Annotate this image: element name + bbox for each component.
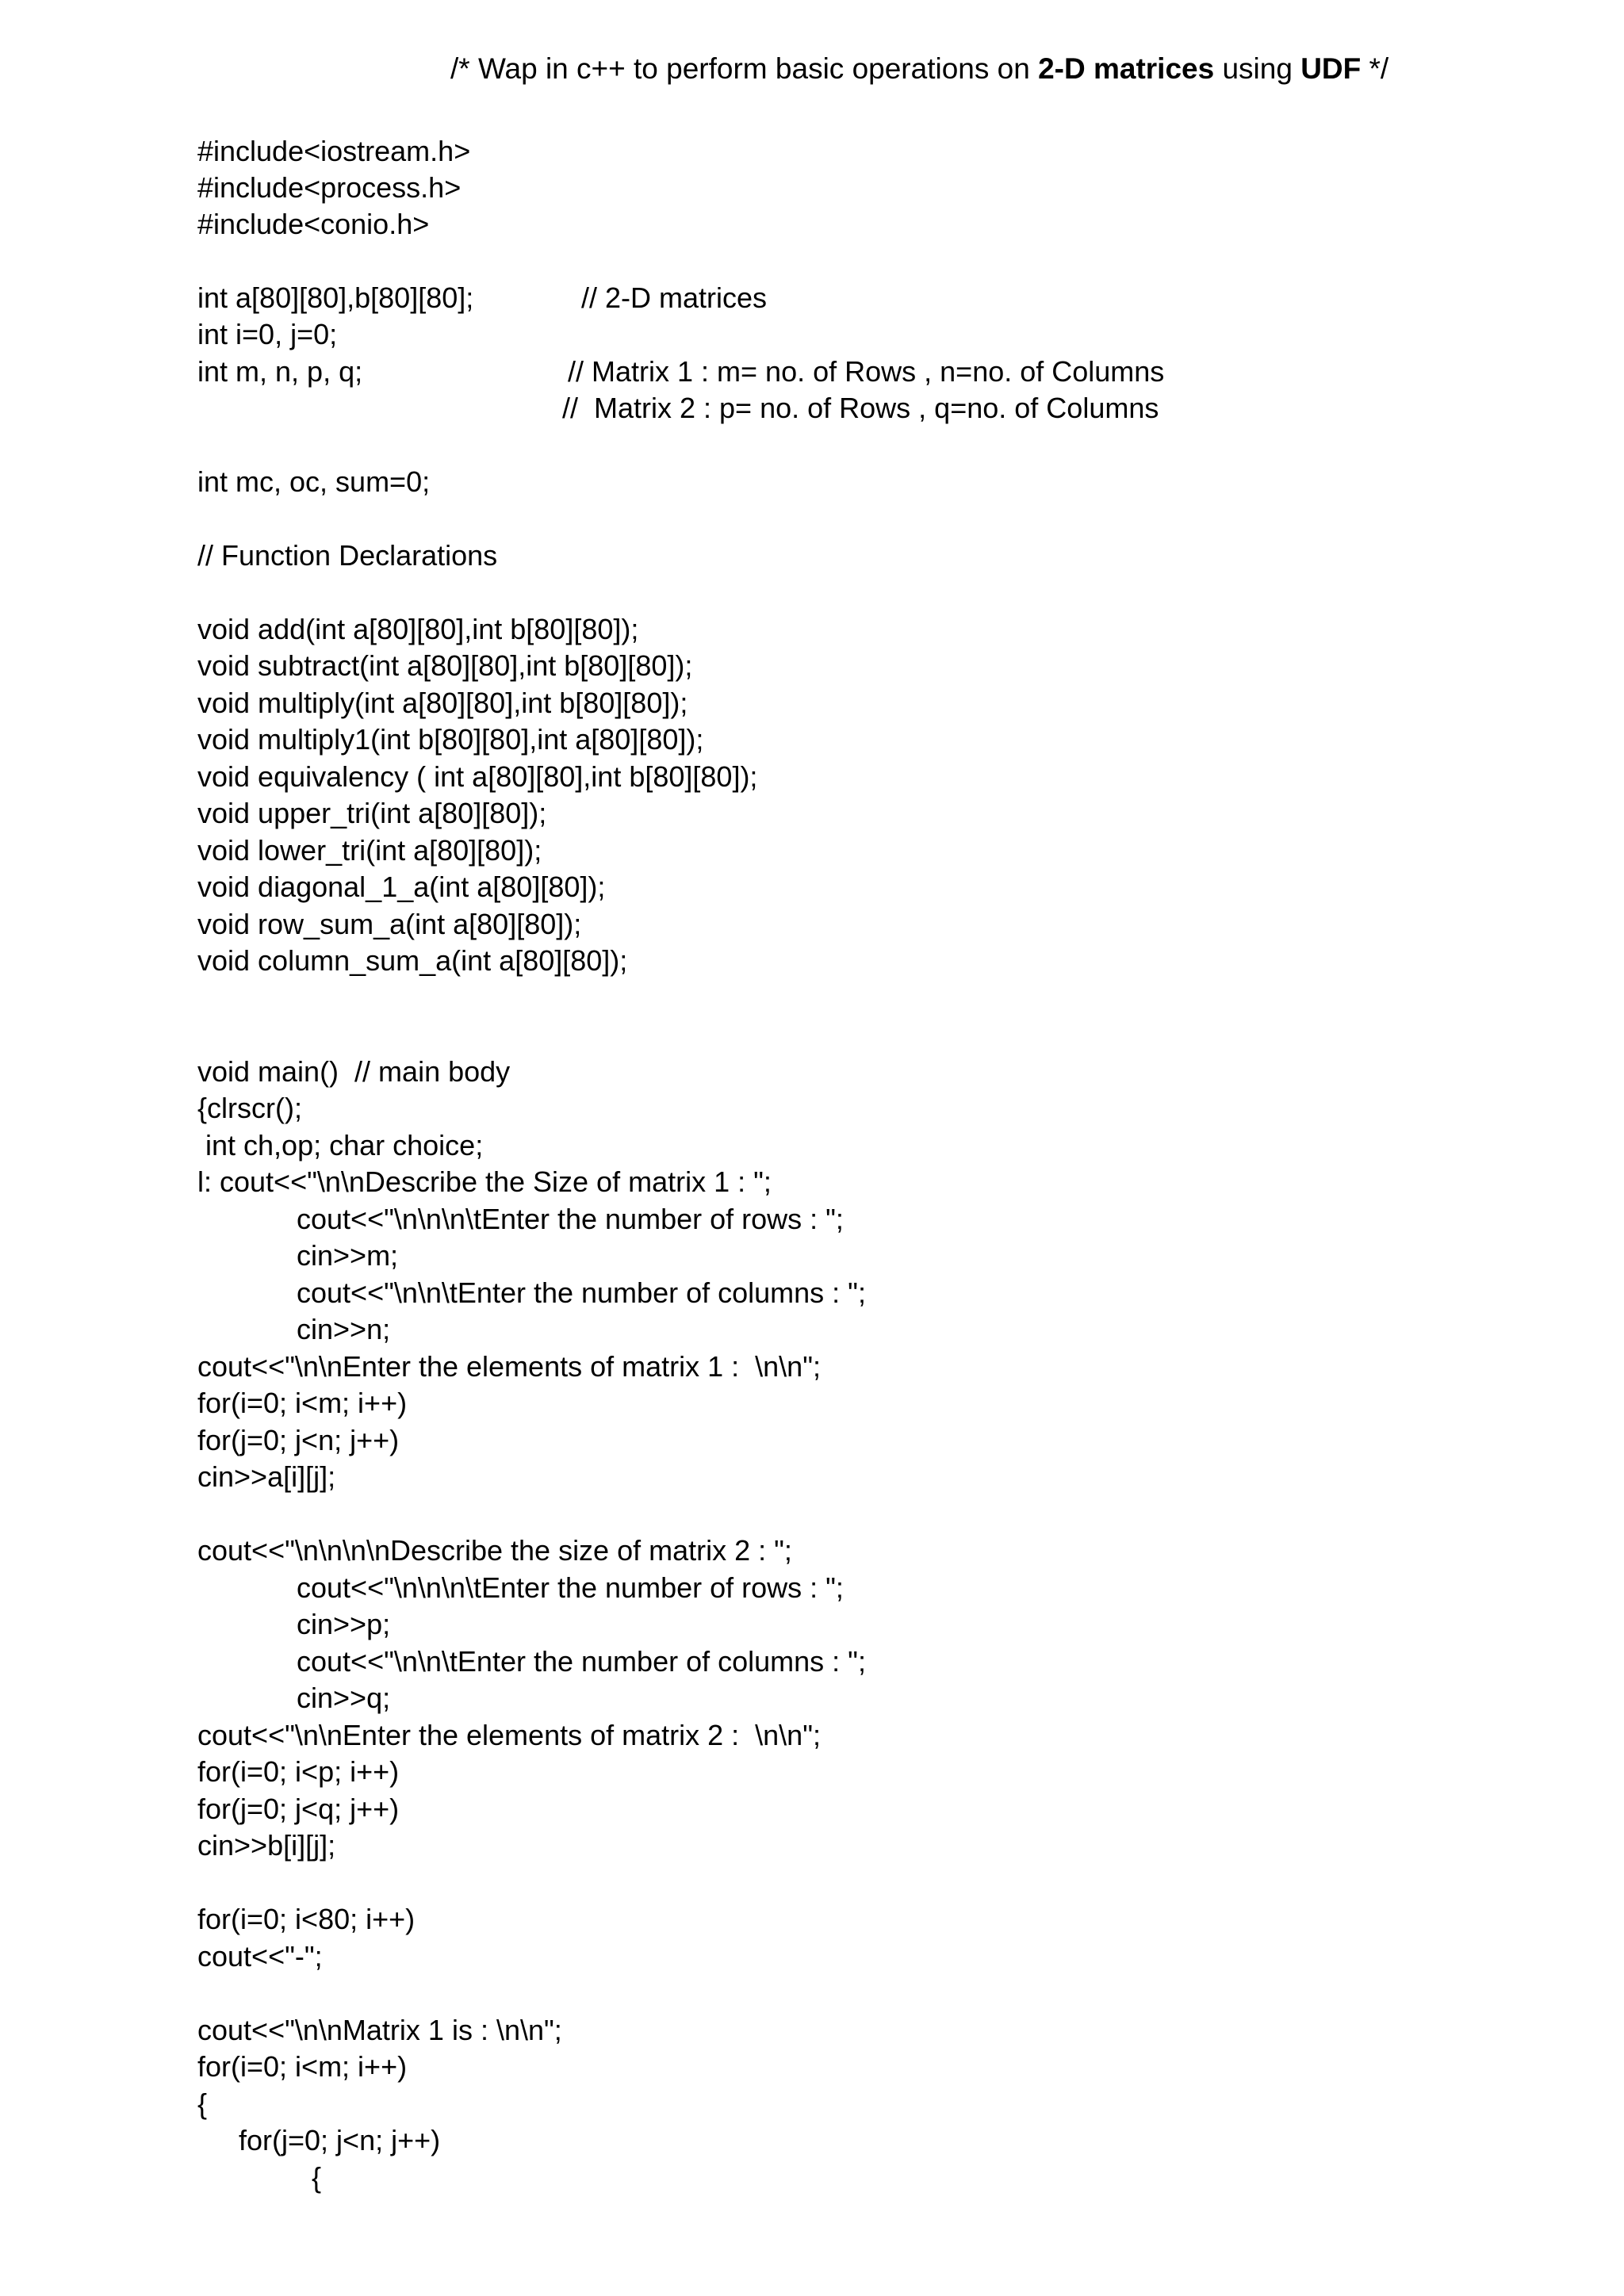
include-iostream: #include<iostream.h> [197, 135, 471, 167]
code-line: for(i=0; i<80; i++) [197, 1903, 416, 1935]
code-line: cout<<"\n\n\n\nDescribe the size of matrix 2 : "; [197, 1534, 792, 1567]
fn-decl-add: void add(int a[80][80],int b[80][80]); [197, 613, 639, 645]
main-clrscr: {clrscr(); [197, 1092, 302, 1124]
code-line: for(i=0; i<p; i++) [197, 1755, 400, 1788]
code-line: cout<<"-"; [197, 1940, 323, 1973]
code-line: cout<<"\n\n\n\tEnter the number of rows : "; [297, 1203, 844, 1235]
decl-matrices-code: int a[80][80],b[80][80]; [197, 281, 474, 314]
decl-sizes-code: int m, n, p, q; [197, 355, 363, 388]
fn-decl-column-sum: void column_sum_a(int a[80][80]); [197, 944, 628, 977]
code-line: { [312, 2161, 322, 2194]
code-line: for(j=0; j<n; j++) [239, 2124, 441, 2156]
fn-decl-upper-tri: void upper_tri(int a[80][80]); [197, 797, 547, 829]
fn-decl-equivalency: void equivalency ( int a[80][80],int b[80][80]); [197, 760, 758, 793]
decl-sizes-comment-2: // Matrix 2 : p= no. of Rows , q=no. of Columns [562, 392, 1159, 424]
fn-decl-lower-tri: void lower_tri(int a[80][80]); [197, 834, 542, 867]
title-text-end: */ [1361, 52, 1389, 85]
code-line: { [197, 2087, 208, 2120]
code-line: cin>>n; [297, 1313, 391, 1345]
title-text-mid: using [1214, 52, 1301, 85]
code-line: cout<<"\n\nMatrix 1 is : \n\n"; [197, 2014, 562, 2046]
title-bold-udf: UDF [1300, 52, 1362, 85]
code-line: cout<<"\n\n\tEnter the number of columns : "; [297, 1645, 866, 1678]
decl-mc: int mc, oc, sum=0; [197, 465, 431, 498]
code-line: cin>>p; [297, 1608, 391, 1640]
code-line: cout<<"\n\n\tEnter the number of columns : "; [297, 1276, 866, 1309]
code-line: cin>>a[i][j]; [197, 1460, 336, 1493]
document-title [450, 51, 1388, 87]
decl-sizes [197, 354, 1165, 390]
decl-indices: int i=0, j=0; [197, 318, 338, 350]
fn-decl-row-sum: void row_sum_a(int a[80][80]); [197, 908, 582, 940]
code-line: for(j=0; j<q; j++) [197, 1793, 400, 1825]
fn-decl-multiply1: void multiply1(int b[80][80],int a[80][80]); [197, 723, 704, 756]
code-line: cout<<"\n\nEnter the elements of matrix 2 : \n\n"; [197, 1719, 821, 1751]
fn-decl-diagonal: void diagonal_1_a(int a[80][80]); [197, 871, 606, 903]
code-line: cin>>m; [297, 1239, 399, 1272]
code-listing [197, 133, 1545, 2194]
code-line: for(j=0; j<n; j++) [197, 1424, 400, 1456]
fn-decl-multiply: void multiply(int a[80][80],int b[80][80]); [197, 687, 688, 719]
function-declarations-comment: // Function Declarations [197, 539, 498, 572]
code-line: for(i=0; i<m; i++) [197, 2050, 408, 2083]
code-line: cin>>q; [297, 1682, 391, 1714]
code-line: cout<<"\n\nEnter the elements of matrix 1 : \n\n"; [197, 1350, 821, 1383]
decl-matrices-comment: // 2-D matrices [581, 281, 768, 314]
fn-decl-subtract: void subtract(int a[80][80],int b[80][80]); [197, 649, 693, 682]
decl-matrices [197, 280, 768, 316]
code-line: cout<<"\n\n\n\tEnter the number of rows : "; [297, 1571, 844, 1604]
code-line: l: cout<<"\n\nDescribe the Size of matrix 1 : "; [197, 1165, 772, 1198]
title-text-start: /* Wap in c++ to perform basic operations on [450, 52, 1039, 85]
code-line: cin>>b[i][j]; [197, 1829, 336, 1862]
code-line: for(i=0; i<m; i++) [197, 1387, 408, 1419]
include-process: #include<process.h> [197, 171, 462, 204]
main-local-vars: int ch,op; char choice; [197, 1129, 484, 1161]
decl-sizes-comment-1: // Matrix 1 : m= no. of Rows , n=no. of Columns [568, 355, 1165, 388]
include-conio: #include<conio.h> [197, 208, 430, 240]
title-bold-matrices: 2-D matrices [1038, 52, 1215, 85]
main-signature: void main() // main body [197, 1055, 511, 1088]
